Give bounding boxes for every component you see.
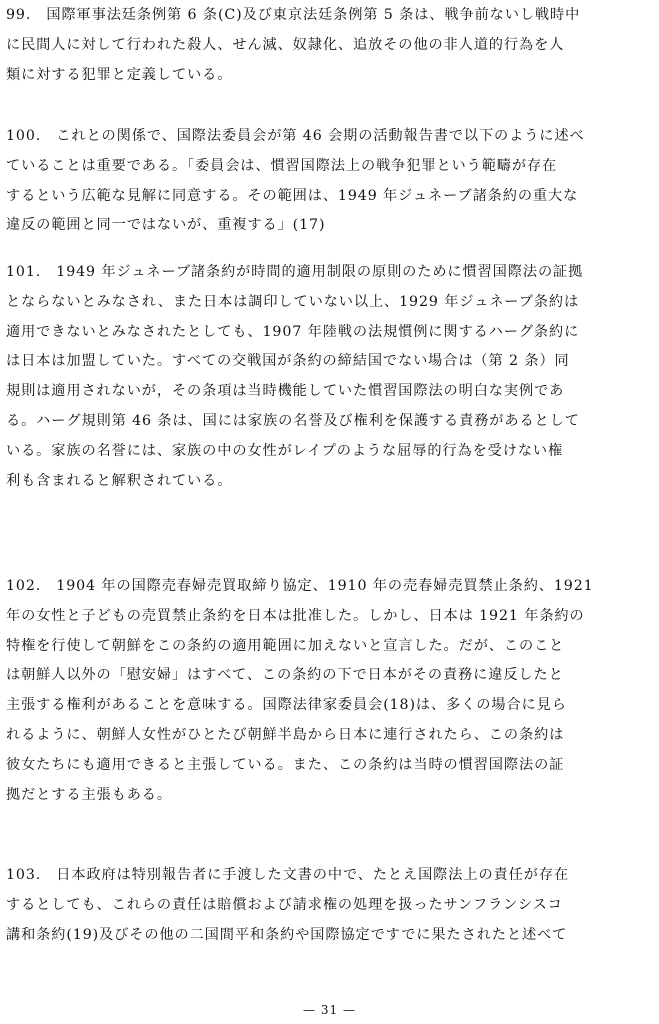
text-line: は朝鮮人以外の「慰安婦」はすべて、この条約の下で日本がその責務に違反したと bbox=[6, 667, 564, 684]
text-line: れるように、朝鮮人女性がひとたび朝鮮半島から日本に連行されたら、この条約は bbox=[6, 726, 565, 743]
text-line: 99. 国際軍事法廷条例第 6 条(C)及び東京法廷条例第 5 条は、戦争前ないし戦時中 bbox=[6, 7, 581, 23]
text-line: いる。家族の名誉には、家族の中の女性がレイプのような屈辱的行為を受けない権 bbox=[6, 442, 564, 459]
text-line: 102. 1904 年の国際売春婦売買取締り協定、1910 年の売春婦売買禁止条約、1921 bbox=[6, 578, 594, 594]
text-line: するとしても、これらの責任は賠償および請求権の処理を扱ったサンフランシスコ bbox=[6, 896, 563, 913]
text-line: は日本は加盟していた。すべての交戦国が条約の締結国でない場合は（第 2 条）同 bbox=[6, 353, 570, 370]
text-line: 類に対する犯罪と定義している。 bbox=[6, 66, 233, 83]
text-line: 利も含まれると解釈されている。 bbox=[6, 472, 233, 489]
text-line: 講和条約(19)及びその他の二国間平和条約や国際協定ですでに果たされたと述べて bbox=[6, 926, 568, 943]
paragraph-103 bbox=[6, 861, 656, 950]
text-line: 規則は適用されないが，その条項は当時機能していた慣習国際法の明白な実例であ bbox=[6, 383, 565, 400]
text-line: するという広範な見解に同意する。その範囲は、1949 年ジュネーブ諸条約の重大な bbox=[6, 187, 579, 204]
text-line: に民間人に対して行われた殺人、せん滅、奴隷化、追放その他の非人道的行為を人 bbox=[6, 36, 565, 53]
text-line: 彼女たちにも適用できると主張している。また、この条約は当時の慣習国際法の証 bbox=[6, 756, 565, 773]
text-line: ていることは重要である。「委員会は、慣習国際法上の戦争犯罪という範疇が存在 bbox=[6, 157, 558, 174]
text-line: 101. 1949 年ジュネーブ諸条約が時間的適用制限の原則のために慣習国際法の証拠 bbox=[6, 264, 584, 280]
paragraph-101 bbox=[6, 258, 656, 496]
text-line: 年の女性と子どもの売買禁止条約を日本は批准した。しかし、日本は 1921 年条約の bbox=[6, 607, 585, 624]
text-line: とならないとみなされ、また日本は調印していない以上、1929 年ジュネーブ条約は bbox=[6, 293, 580, 310]
text-line: 特権を行使して朝鮮をこの条約の適用範囲に加えないと宣言した。だが、このこと bbox=[6, 637, 565, 654]
text-line: 100. これとの関係で、国際法委員会が第 46 会期の活動報告書で以下のように述べ bbox=[6, 128, 585, 144]
text-line: 103. 日本政府は特別報告者に手渡した文書の中で、たとえ国際法上の責任が存在 bbox=[6, 867, 569, 883]
paragraph-99 bbox=[6, 1, 656, 90]
text-line: 拠だとする主張もある。 bbox=[6, 786, 172, 803]
text-line: 主張する権利があることを意味する。国際法律家委員会(18)は、多くの場合に見ら bbox=[6, 697, 567, 714]
text-line: 適用できないとみなされたとしても、1907 年陸戦の法規慣例に関するハーグ条約に bbox=[6, 323, 580, 340]
paragraph-102 bbox=[6, 572, 656, 810]
paragraph-100 bbox=[6, 122, 656, 241]
page-number: — 31 — bbox=[303, 1003, 356, 1017]
text-line: る。ハーグ規則第 46 条は、国には家族の名誉及び権利を保護する責務があるとして bbox=[6, 412, 580, 429]
text-line: 違反の範囲と同一ではないが、重複する」(17) bbox=[6, 217, 326, 234]
